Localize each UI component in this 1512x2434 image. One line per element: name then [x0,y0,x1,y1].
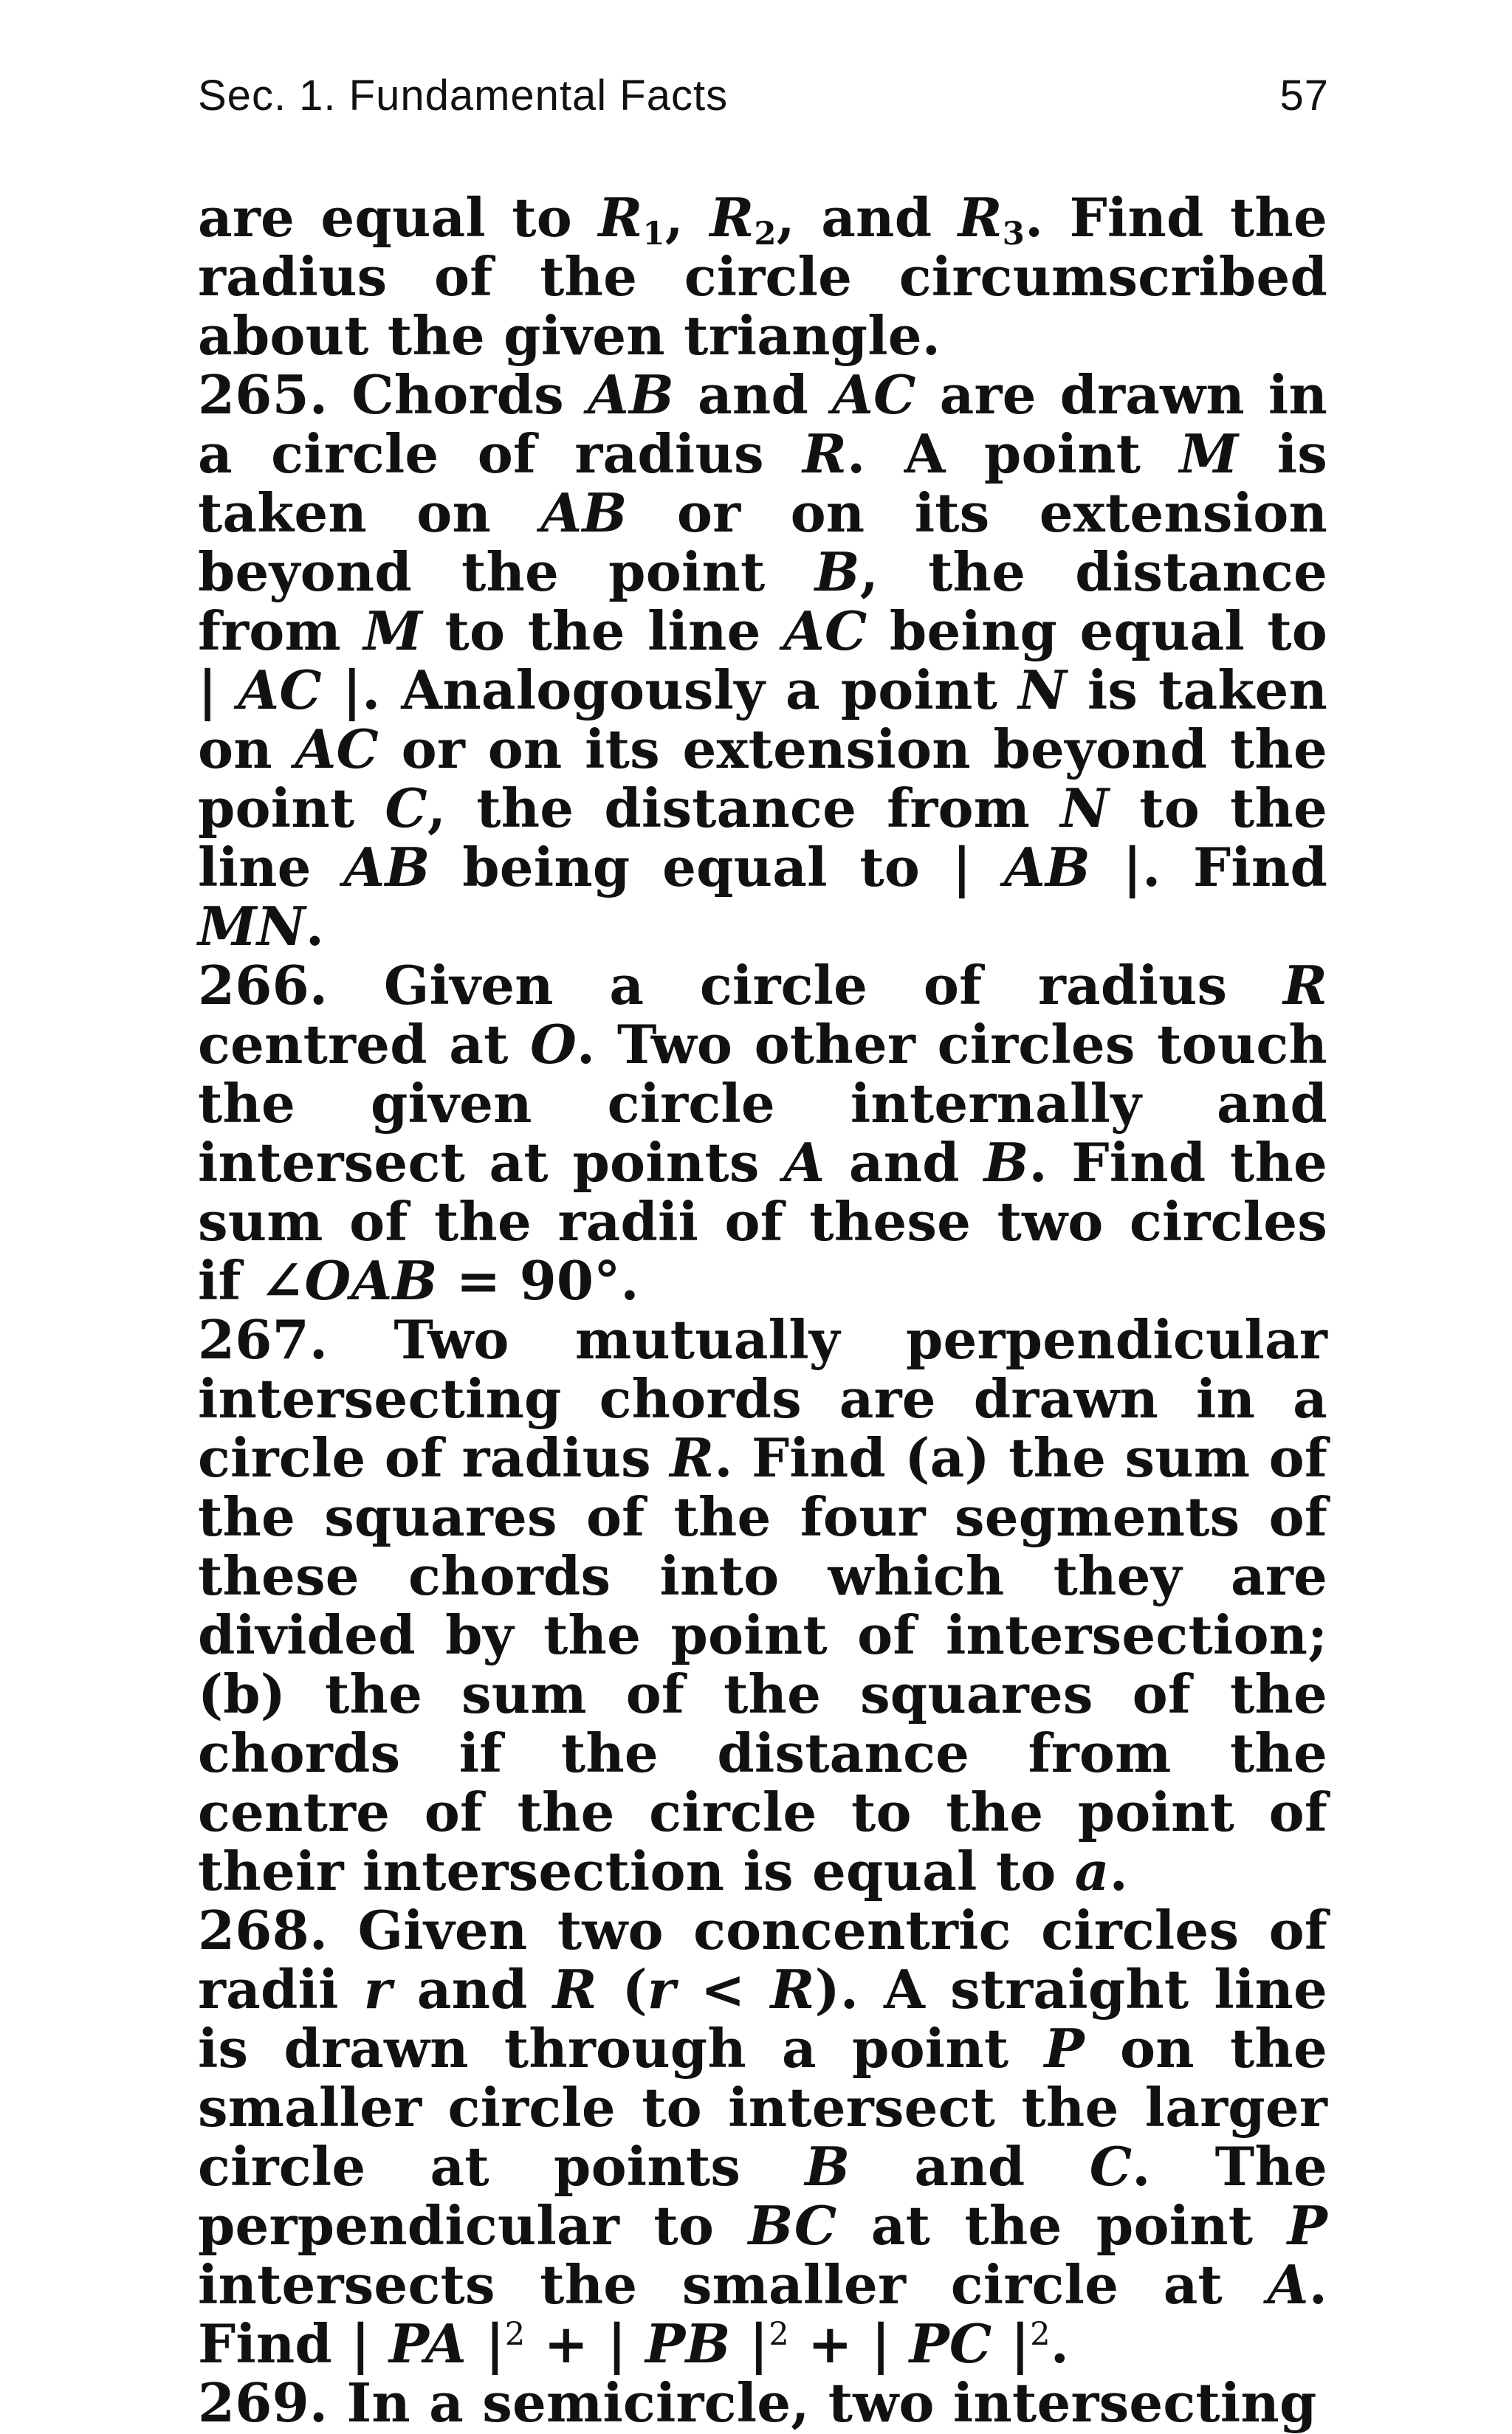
math-var: AB [587,363,675,426]
math-var: O [530,1013,577,1076]
text: being equal to [430,836,952,898]
text: + [525,2312,608,2375]
text: , [664,186,710,249]
text: to the line [422,599,783,662]
math-expr: | PA | [351,2312,505,2375]
superscript: 2 [769,2316,789,2354]
math-var: A [783,1131,825,1194]
subscript: 2 [754,214,777,252]
text: . [1050,2312,1070,2375]
text: + [788,2312,871,2375]
text: Two mutually perpendicular intersecting chords are drawn in a circle of radius [198,1308,1327,1489]
math-var: AC [295,718,379,780]
math-var: AC [832,363,916,426]
problem-number: 269. [198,2371,329,2434]
text: , and [776,186,958,249]
math-var: B [983,1131,1029,1194]
problem-number: 268. [198,1899,329,1962]
math-var: R [598,186,643,249]
text: at the point [836,2194,1288,2257]
math-var: B [805,2135,850,2198]
text: . Find (a) the sum of the squares of the four segments of these chords into which they are divided by the point of intersection; (b) the sum of the squares of the chords if the distance from the centre of the circle to the point of their intersection is equal to [198,1426,1327,1902]
text: centred at [198,1013,531,1076]
math-var: N [1017,659,1067,721]
superscript: 2 [504,2316,526,2354]
text: . [1109,1840,1128,1902]
math-var: AC [783,599,867,662]
math-var: R [670,1426,715,1489]
problem-number: 266. [198,954,329,1017]
math-expr: | AC | [198,659,362,721]
math-var: R [709,186,755,249]
math-var: R [1282,954,1327,1017]
problem-268 [198,1901,1327,2373]
problem-number: 265. [198,363,329,426]
text: to the line [198,777,1328,898]
text: is taken on [198,422,1327,544]
text: . The perpendicular to [198,2135,1327,2257]
problem-267 [198,1310,1327,1901]
running-header [198,71,1329,120]
text: are drawn in a circle of radius [198,363,1327,485]
text: on the smaller circle to intersect the larger circle at points [198,2017,1327,2198]
text: or on its extension beyond the point [198,481,1327,603]
text: and [825,1131,984,1194]
text: and [391,1958,553,2021]
math-var: AB [540,481,628,544]
problem-265 [198,365,1327,956]
math-var: r [363,1958,392,2021]
math-var: R [552,1958,597,2021]
text-body [198,188,1327,2433]
problem-number: 267. [198,1308,329,1371]
problem-264-continuation [198,188,1327,365]
text: or on its extension beyond the point [198,718,1327,839]
subscript: 1 [642,214,665,252]
text: ). A straight line is drawn through a point [198,1958,1327,2080]
math-var: a [1074,1840,1110,1902]
math-expr: | AB | [952,836,1143,898]
text: In a semicircle, two intersecting [328,2371,1317,2434]
math-var: M [1179,422,1239,485]
math-var: P [1287,2194,1327,2257]
text: . Find the radius of the circle circumscribed about the given triangle. [198,186,1327,367]
problem-269 [198,2373,1327,2433]
math-var: C [385,777,427,839]
math-var: AB [343,836,430,898]
text: , the distance from [427,777,1061,839]
math-expr: | PC | [870,2312,1031,2375]
problem-266 [198,956,1327,1310]
math-var: M [363,599,423,662]
math-var: C [1089,2135,1133,2198]
math-var: P [1044,2017,1085,2080]
math-expr: | PB | [607,2312,769,2375]
text: and [674,363,833,426]
subscript: 3 [1002,214,1025,252]
text: . Find the sum of the radii of these two circles if [198,1131,1327,1312]
text: = 90°. [437,1249,639,1312]
math-var: B [814,540,860,603]
math-expr: ∠OAB [260,1249,438,1312]
math-var: N [1060,777,1110,839]
math-expr: r < R [647,1958,815,2021]
text: . A point [847,422,1180,485]
page-number: 57 [1279,72,1329,120]
math-var: R [958,186,1003,249]
text: . Find [198,2253,1327,2375]
math-var: R [803,422,848,485]
superscript: 2 [1030,2316,1051,2354]
math-var: MN [198,895,306,958]
text: and [850,2135,1090,2198]
text: . Analogously a point [362,659,1018,721]
section-title: Sec. 1. Fundamental Facts [198,72,729,120]
math-var: A [1267,2253,1309,2316]
text: intersects the smaller circle at [198,2253,1268,2316]
text: are equal to [198,186,599,249]
text: Given a circle of radius [328,954,1283,1017]
text: . [305,895,325,958]
text: being equal to [867,599,1327,662]
text: . Find [1142,836,1327,898]
text: Chords [328,363,588,426]
text: Given two concentric circles of radii [198,1899,1327,2021]
text: , the distance from [198,540,1327,662]
math-var: BC [748,2194,837,2257]
text: . Two other circles touch the given circle internally and intersect at points [198,1013,1327,1194]
text: is taken on [198,659,1328,780]
text: ( [597,1958,647,2021]
